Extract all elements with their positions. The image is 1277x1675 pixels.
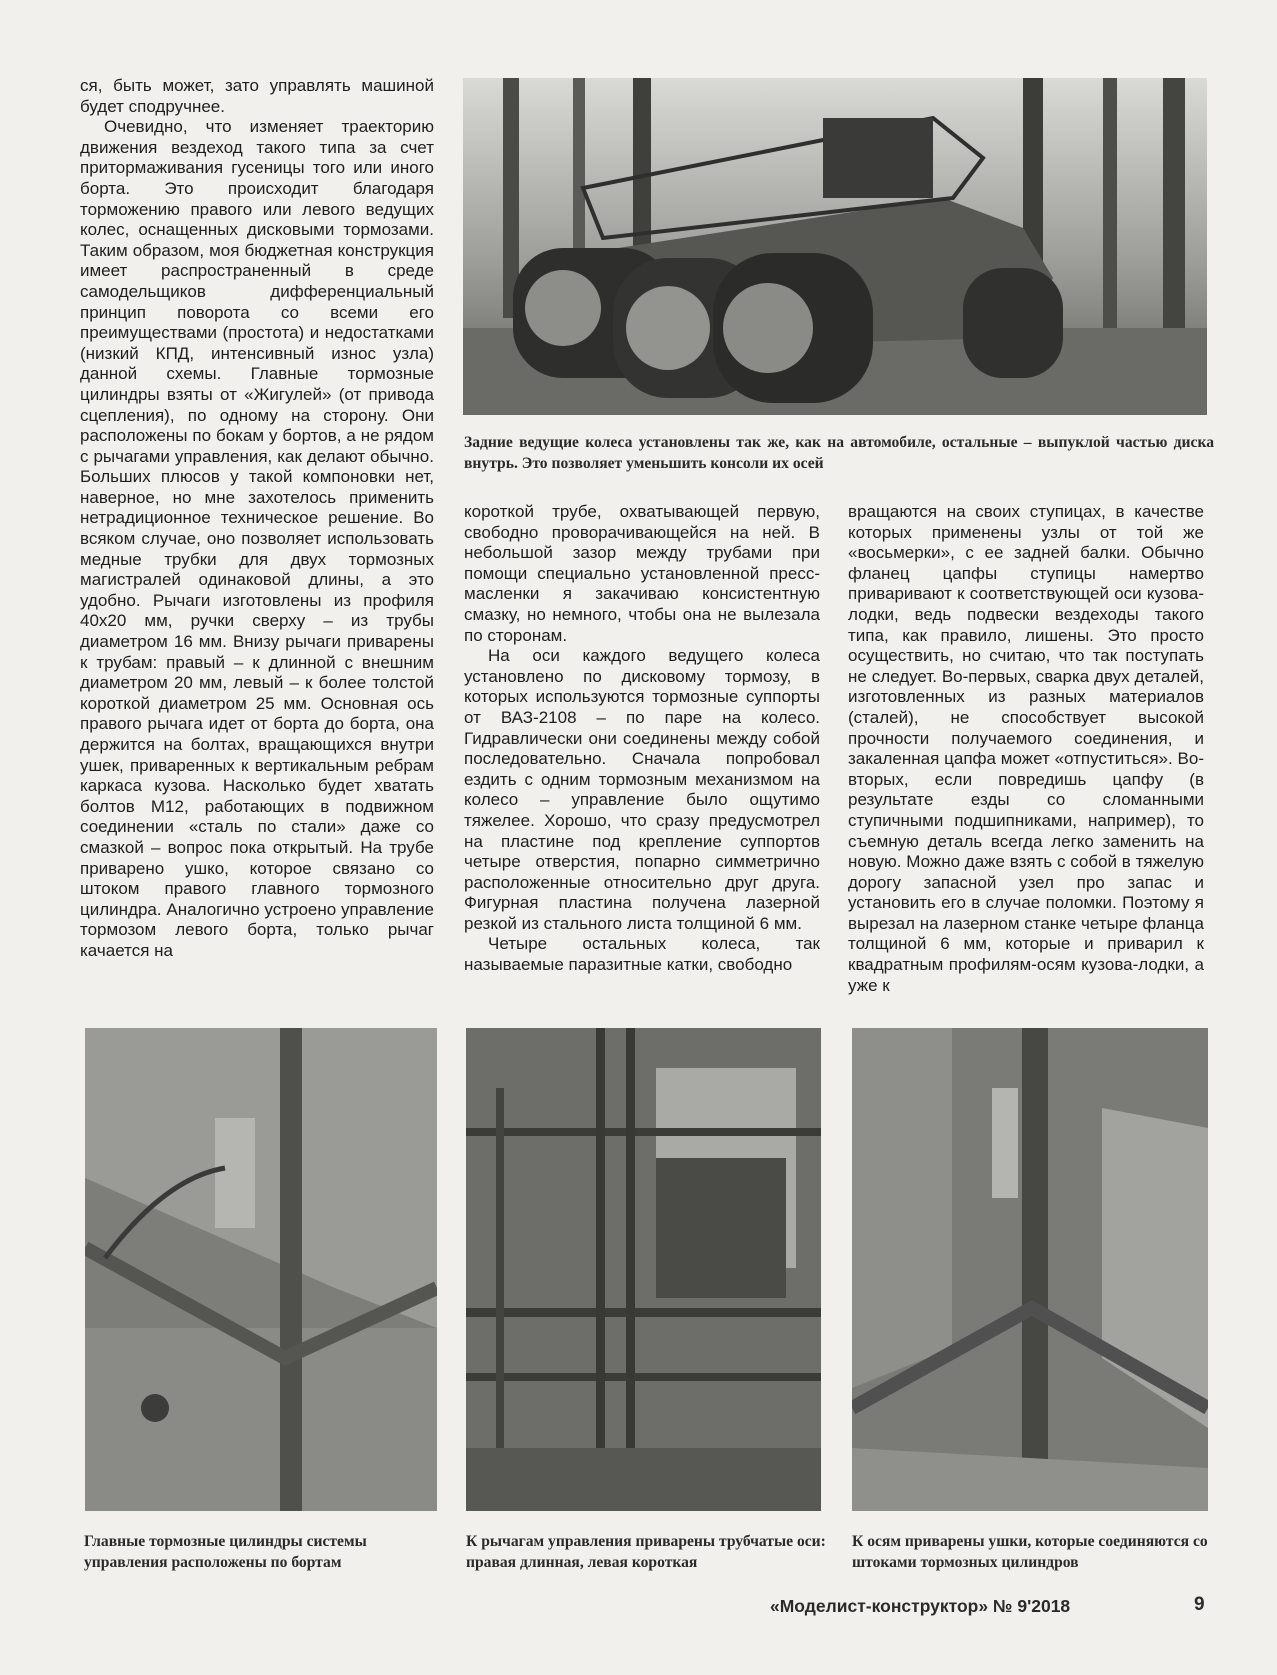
paragraph: короткой трубе, охватывающей первую, свободно проворачивающейся на ней. В небольшой зазор между трубами при помощи специально установленной пресс-масленки я закачиваю консистентную смазку, но немного, чтобы она не вылезала по сторонам. xyxy=(464,502,820,645)
caption-brake-cylinder-photo: Главные тормозные цилиндры системы управления расположены по бортам xyxy=(84,1533,367,1571)
vehicle-photo xyxy=(463,78,1207,415)
article-column-3 xyxy=(848,502,1204,1000)
journal-title: «Моделист-конструктор» № 9'2018 xyxy=(770,1596,1071,1616)
caption-axle-lugs-photo: К осям приварены ушки, которые соединяются со штоками тормозных цилиндров xyxy=(852,1533,1208,1571)
axle-lugs-photo xyxy=(852,1028,1208,1511)
article-column-2 xyxy=(464,502,820,1000)
caption-control-levers-photo: К рычагам управления приварены трубчатые оси: правая длинная, левая короткая xyxy=(466,1533,826,1571)
article-column-1 xyxy=(80,76,434,1000)
paragraph: ся, быть может, зато управлять машиной будет сподручнее. xyxy=(80,76,434,116)
paragraph: На оси каждого ведущего колеса установлено по дисковому тормозу, в которых используются тормозные суппорты от ВАЗ-2108 – по паре на колесо. Гидравлически они соединены между собой последовательно. Сначала попробовал ездить с одним тормозным механизмом на колесо – управление было ощутимо тяжелее. Хорошо, что сразу предусмотрел на пластине под крепление суппортов четыре отверстия, попарно симметрично расположенные относительно друг друга. Фигурная пластина получена лазерной резкой из стального листа толщиной 6 мм. xyxy=(464,646,820,933)
control-levers-photo xyxy=(466,1028,821,1511)
caption-vehicle-photo: Задние ведущие колеса установлены так же, как на автомобиле, остальные – выпуклой частью диска внутрь. Это позволяет уменьшить консоли их осей xyxy=(464,434,1214,472)
paragraph: Четыре остальных колеса, так называемые паразитные катки, свободно xyxy=(464,934,820,975)
paragraph: вращаются на своих ступицах, в качестве которых применены узлы от той же «восьмерки», с ее задней балки. Обычно фланец цапфы ступицы намертво приваривают к соответствующей оси кузова-лодки, ведь подвески вездеходы такого типа, как правило, лишены. Это просто осуществить, но считаю, что так поступать не следует. Во-первых, сварка двух деталей, изготовленных из разных материалов (сталей), не способствует высокой прочности получаемого соединения, и закаленная цапфа может «отпуститься». Во-вторых, если повредишь цапфу (в результате езды со сломанными ступичными подшипниками, например), то съемную деталь всегда легко заменить на новую. Можно даже взять с собой в тяжелую дорогу запасной узел про запас и установить его в случае поломки. Поэтому я вырезал на лазерном станке четыре фланца толщиной 6 мм, которые и приварил к квадратным профилям-осям кузова-лодки, а уже к xyxy=(848,502,1204,995)
paragraph: Очевидно, что изменяет траекторию движения вездеход такого типа за счет притормаживания гусеницы того или иного борта. Это происходит благодаря торможению правого или левого ведущих колес, оснащенных дисковыми тормозами. Таким образом, моя бюджетная конструкция имеет распространенный в среде самодельщиков дифференциальный принцип поворота со всеми его преимуществами (простота) и недостатками (низкий КПД, интенсивный износ узла) данной схемы. Главные тормозные цилиндры взяты от «Жигулей» (от привода сцепления), по одному на сторону. Они расположены по бокам у бортов, а не рядом с рычагами управления, как делают обычно. Больших плюсов у такой компоновки нет, наверное, но мне захотелось применить нетрадиционное техническое решение. Во всяком случае, оно позволяет использовать медные трубки для двух тормозных магистралей одинаковой длины, а это удобно. Рычаги изготовлены из профиля 40х20 мм, ручки сверху – из трубы диаметром 16 мм. Внизу рычаги приварены к трубам: правый – к длинной с внешним диаметром 20 мм, левый – к более толстой короткой диаметром 25 мм. Основная ось правого рычага идет от борта до борта, она держится на болтах, вращающихся внутри ушек, приваренных к вертикальным ребрам каркаса кузова. Насколько будет хватать болтов М12, работающих в подвижном соединении «сталь по стали» даже со смазкой – вопрос пока открытый. На трубе приварено ушко, которое связано со штоком правого главного тормозного цилиндра. Аналогично устроено управление тормозом левого борта, только рычаг качается на xyxy=(80,117,434,960)
brake-cylinder-photo xyxy=(85,1028,437,1511)
page-number: 9 xyxy=(1194,1594,1205,1615)
